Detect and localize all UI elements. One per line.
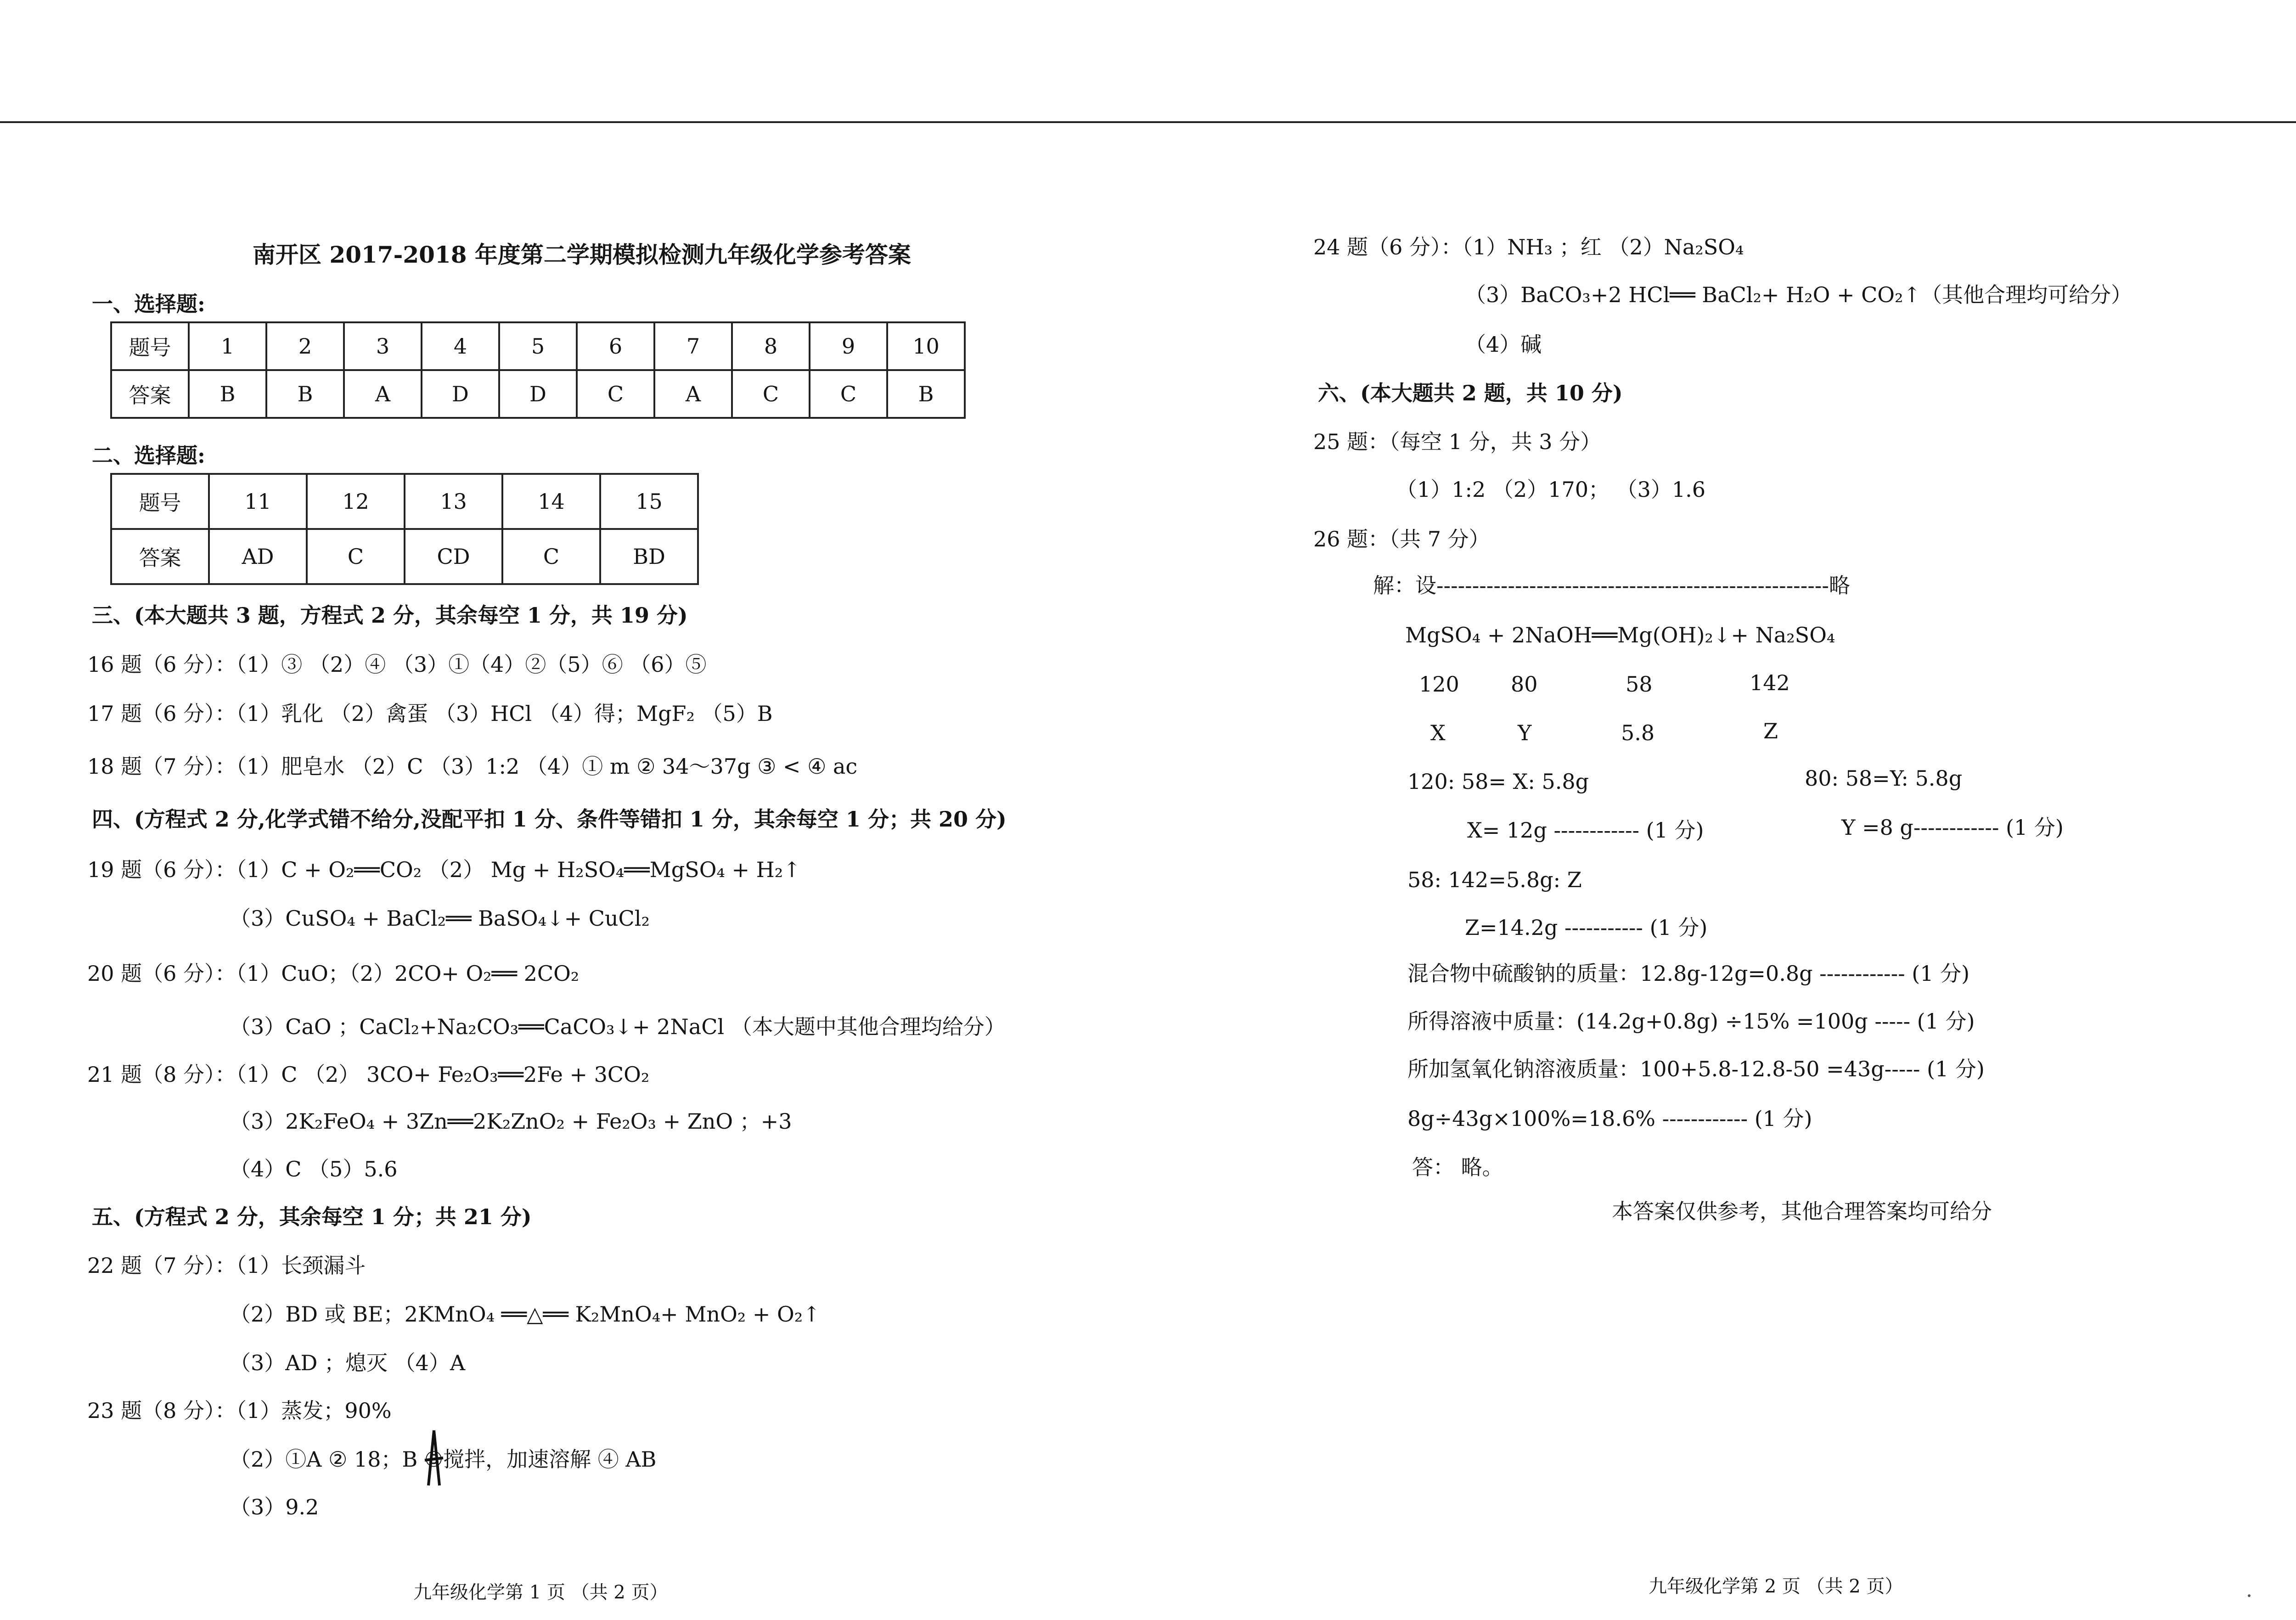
- answer-line: 25 题：（每空 1 分，共 3 分）: [1313, 429, 1602, 454]
- answer-line: （3）2K₂FeO₄ + 3Zn══2K₂ZnO₂ + Fe₂O₃ + ZnO ；+3: [230, 1109, 792, 1134]
- handwritten-mark: [420, 1428, 448, 1488]
- table-cell: 4: [422, 322, 499, 370]
- calc-line: 120: 58= X: 5.8g: [1407, 769, 1589, 794]
- answer-line: 19 题（6 分）：（1）C + O₂══CO₂ （2） Mg + H₂SO₄══MgSO₄ + H₂↑: [87, 857, 801, 882]
- answer-line: 24 题（6 分）：（1）NH₃ ；红 （2）Na₂SO₄: [1313, 235, 1744, 259]
- table-cell: B: [189, 370, 266, 418]
- answer-line: （3）CuSO₄ + BaCl₂══ BaSO₄↓+ CuCl₂: [230, 906, 650, 931]
- table-cell: 9: [810, 322, 887, 370]
- molar-mass: 58: [1626, 672, 1653, 697]
- table-cell: A: [344, 370, 422, 418]
- table-cell: 2: [266, 322, 344, 370]
- equation: MgSO₄ + 2NaOH══Mg(OH)₂↓+ Na₂SO₄: [1405, 623, 1835, 647]
- section-heading-4: 四、(方程式 2 分,化学式错不给分,没配平扣 1 分、条件等错扣 1 分，其余每空 1 分；共 20 分): [92, 807, 1007, 832]
- molar-mass: 120: [1419, 672, 1459, 697]
- answer-line: （2）BD 或 BE；2KMnO₄ ══△══ K₂MnO₄+ MnO₂ + O₂↑: [230, 1302, 821, 1327]
- answer-line: 23 题（8 分）：（1）蒸发；90%: [87, 1398, 392, 1423]
- section-heading-5: 五、(方程式 2 分，其余每空 1 分；共 21 分): [92, 1204, 532, 1229]
- table-cell: CD: [405, 529, 502, 584]
- answer-line: （4）C （5）5.6: [230, 1157, 398, 1181]
- table-row: [111, 529, 698, 584]
- calc-line: Z=14.2g ----------- (1 分): [1465, 915, 1708, 940]
- answer-line: （4）碱: [1465, 332, 1542, 357]
- answer-line: 21 题（8 分）：（1）C （2） 3CO+ Fe₂O₃══2Fe + 3CO₂: [87, 1062, 650, 1087]
- variable: Y: [1518, 720, 1532, 745]
- variable: Z: [1763, 719, 1778, 743]
- answer-line: 22 题（7 分）：（1）长颈漏斗: [87, 1253, 366, 1278]
- calc-line: 8g÷43g×100%=18.6% ------------ (1 分): [1407, 1106, 1812, 1131]
- answer-line: （1）1:2 （2）170； （3）1.6: [1396, 477, 1706, 502]
- table-cell: 3: [344, 322, 422, 370]
- table-cell: 答案: [111, 529, 209, 584]
- table-row: [111, 474, 698, 529]
- table-cell: D: [499, 370, 577, 418]
- answer-line: 16 题（6 分）：（1）③ （2）④ （3）①（4）②（5）⑥ （6）⑤: [87, 652, 707, 677]
- calc-line: 混合物中硫酸钠的质量：12.8g-12g=0.8g ------------ (1 分): [1407, 961, 1970, 986]
- table-cell: 1: [189, 322, 266, 370]
- calc-line: 80: 58=Y: 5.8g: [1805, 766, 1963, 791]
- table-row: [111, 370, 965, 418]
- table-cell: C: [502, 529, 600, 584]
- variable: 5.8: [1621, 720, 1655, 745]
- table-cell: B: [266, 370, 344, 418]
- table-cell: 5: [499, 322, 577, 370]
- answer-line: 20 题（6 分）：（1）CuO；（2）2CO+ O₂══ 2CO₂: [87, 961, 580, 986]
- table-cell: 题号: [111, 322, 189, 370]
- table-cell: B: [887, 370, 965, 418]
- answer-line: （3）CaO ；CaCl₂+Na₂CO₃══CaCO₃↓+ 2NaCl （本大题中其他合理均给分）: [230, 1014, 1006, 1039]
- answer-line: （3）9.2: [230, 1495, 319, 1519]
- table-cell: C: [307, 529, 405, 584]
- page-footer-1: 九年级化学第 1 页 （共 2 页）: [413, 1582, 668, 1603]
- page-title: 南开区 2017-2018 年度第二学期模拟检测九年级化学参考答案: [253, 241, 911, 268]
- table-cell: 14: [502, 474, 600, 529]
- solution-setup: 解：设-------------------------------------------------------略: [1373, 573, 1850, 598]
- table-cell: AD: [209, 529, 307, 584]
- table-cell: 11: [209, 474, 307, 529]
- table-cell: 6: [577, 322, 654, 370]
- calc-line: Y =8 g------------ (1 分): [1841, 815, 2064, 840]
- answer-table-1: [110, 321, 966, 419]
- calc-line: 所加氢氧化钠溶液质量：100+5.8-12.8-50 =43g----- (1 分): [1407, 1057, 1985, 1081]
- section-heading-2: 二、选择题:: [92, 443, 205, 468]
- calc-line: X= 12g ------------ (1 分): [1467, 818, 1704, 843]
- section-heading-3: 三、(本大题共 3 题，方程式 2 分，其余每空 1 分，共 19 分): [92, 603, 688, 628]
- table-cell: BD: [600, 529, 698, 584]
- scan-speck: [2248, 1594, 2251, 1597]
- answer-line: （3）AD ；熄灭 （4）A: [230, 1350, 466, 1375]
- section-heading-1: 一、选择题:: [92, 292, 205, 316]
- table-cell: A: [654, 370, 732, 418]
- table-cell: 15: [600, 474, 698, 529]
- molar-mass: 80: [1511, 672, 1538, 697]
- table-row: [111, 322, 965, 370]
- table-cell: 10: [887, 322, 965, 370]
- table-cell: 8: [732, 322, 810, 370]
- calc-line: 58: 142=5.8g: Z: [1407, 867, 1582, 892]
- table-cell: 12: [307, 474, 405, 529]
- answer-line: 18 题（7 分）：（1）肥皂水 （2）C （3）1:2 （4）① m ② 34～37g ③ < ④ ac: [87, 754, 858, 779]
- table-cell: 7: [654, 322, 732, 370]
- table-cell: 答案: [111, 370, 189, 418]
- answer-conclusion: 答： 略。: [1412, 1155, 1503, 1180]
- table-cell: C: [577, 370, 654, 418]
- table-cell: C: [732, 370, 810, 418]
- answer-line: （3）BaCO₃+2 HCl══ BaCl₂+ H₂O + CO₂↑（其他合理均可给分）: [1465, 282, 2132, 307]
- answer-line: 26 题：（共 7 分）: [1313, 527, 1490, 551]
- section-heading-6: 六、(本大题共 2 题，共 10 分): [1318, 381, 1623, 405]
- answer-line: 17 题（6 分）：（1）乳化 （2）禽蛋 （3）HCl （4）得；MgF₂ （5）B: [87, 701, 773, 726]
- answer-table-2: [110, 473, 699, 585]
- top-rule: [0, 121, 2296, 123]
- table-cell: D: [422, 370, 499, 418]
- table-cell: 13: [405, 474, 502, 529]
- table-cell: C: [810, 370, 887, 418]
- page-footer-2: 九年级化学第 2 页 （共 2 页）: [1649, 1576, 1903, 1597]
- note-line: 本答案仅供参考，其他合理答案均可给分: [1612, 1199, 1992, 1224]
- table-cell: 题号: [111, 474, 209, 529]
- molar-mass: 142: [1750, 670, 1790, 695]
- calc-line: 所得溶液中质量：(14.2g+0.8g) ÷15% =100g ----- (1 分): [1407, 1009, 1975, 1034]
- variable: X: [1430, 720, 1446, 745]
- answer-line: （2）①A ② 18；B ③搅拌，加速溶解 ④ AB: [230, 1447, 657, 1472]
